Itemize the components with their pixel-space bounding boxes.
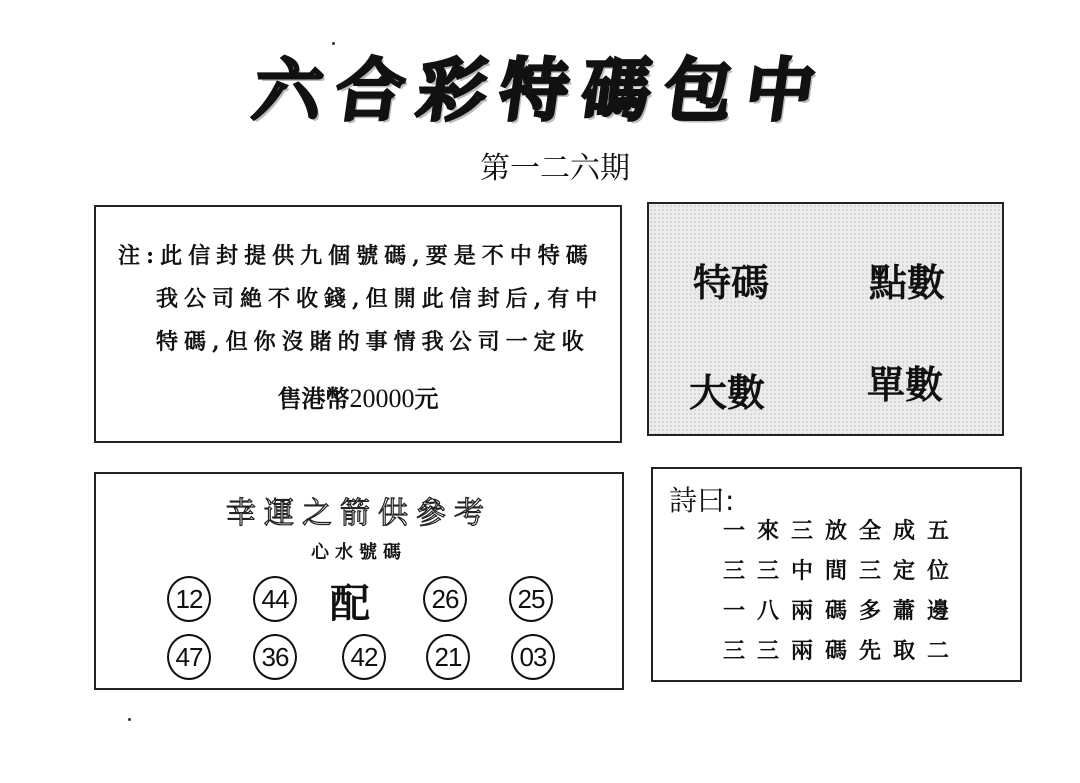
poem-text — [723, 511, 961, 671]
lucky-title: 幸運之箭供參考 — [226, 496, 492, 531]
category-box — [647, 202, 1004, 436]
price-prefix: 售港幣 — [277, 384, 350, 413]
poem-line: 三三兩碼先取二 — [723, 638, 962, 664]
number-ball: 03 — [511, 634, 555, 680]
notice-text — [118, 235, 603, 364]
title-char: 碼 — [576, 50, 656, 131]
title-char: 中 — [740, 50, 820, 131]
price-amount: 20000 — [349, 384, 415, 413]
poem-box — [651, 467, 1022, 682]
notice-line: 我公司絶不收錢,但開此信封后,有中 — [156, 286, 604, 312]
lucky-numbers-box — [94, 472, 624, 690]
price-line — [96, 379, 620, 414]
pair-label: 配 — [330, 580, 370, 627]
title-char: 包 — [658, 50, 738, 131]
number-ball: 25 — [509, 576, 553, 622]
notice-line: 特碼,但你沒賭的事情我公司一定收 — [156, 329, 590, 355]
poem-heading: 詩曰: — [669, 484, 735, 517]
issue-number: 第一二六期 — [480, 151, 630, 186]
poem-line: 一來三放全成五 — [723, 518, 962, 544]
scan-speck — [128, 718, 131, 721]
poem-line: 三三中間三定位 — [723, 558, 962, 584]
category-special-number: 特碼 — [693, 261, 770, 305]
title-char: 特 — [494, 50, 574, 131]
number-ball: 47 — [167, 634, 211, 680]
notice-line: 注:此信封提供九個號碼,要是不中特碼 — [118, 243, 594, 269]
title-char: 合 — [330, 50, 410, 131]
category-points: 點數 — [869, 261, 946, 305]
notice-box — [94, 205, 622, 443]
category-big: 大數 — [689, 371, 766, 415]
page-title — [248, 40, 820, 131]
poem-line: 一八兩碼多蕭邊 — [723, 598, 962, 624]
price-suffix: 元 — [414, 384, 439, 413]
number-ball: 21 — [426, 634, 470, 680]
number-ball: 42 — [342, 634, 386, 680]
number-ball: 36 — [253, 634, 297, 680]
number-ball: 26 — [423, 576, 467, 622]
title-char: 彩 — [412, 50, 492, 131]
category-odd: 單數 — [867, 363, 944, 407]
number-ball: 12 — [167, 576, 211, 622]
number-ball: 44 — [253, 576, 297, 622]
title-char: 六 — [248, 50, 328, 131]
lucky-subtitle: 心水號碼 — [311, 542, 407, 563]
